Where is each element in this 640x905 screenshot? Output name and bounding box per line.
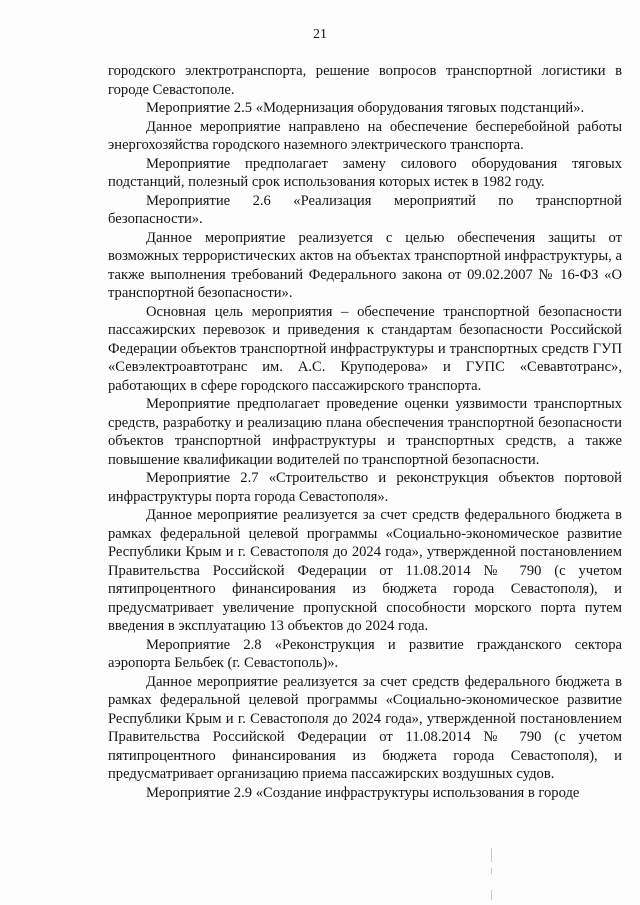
paragraph-measure-2-6-details: Мероприятие предполагает проведение оценки уязвимости транспортных средств, разработку и реализацию плана обеспечения транспортной безопасности объектов транспортной инфраструктуры и транспортных средств, а также повышение квалификации водителей по транспортной безопасности. xyxy=(108,396,622,468)
scan-artifact-line xyxy=(491,848,492,862)
scan-artifact-line xyxy=(491,868,492,874)
scan-artifact-line xyxy=(491,890,492,900)
paragraph-measure-2-9-title: Мероприятие 2.9 «Создание инфраструктуры использования в городе xyxy=(146,784,580,801)
paragraph-measure-2-7-details: Данное мероприятие реализуется за счет средств федерального бюджета в рамках федеральной целевой программы «Социально-экономическое развитие Республики Крым и г. Севастополя до 2024 года», утвержденной постановлением Правительства Российской Федерации от 11.08.2014 № 790 (с учетом пятипроцентного финансирования из бюджета города Севастополя), и предусматривает увеличение пропускной способности морского порта путем введения в эксплуатацию 13 объектов до 2024 года. xyxy=(108,507,622,634)
paragraph-measure-2-5-details: Мероприятие предполагает замену силового оборудования тяговых подстанций, полезный срок использования которых истек в 1982 году. xyxy=(108,155,622,190)
paragraph-measure-2-8-details: Данное мероприятие реализуется за счет средств федерального бюджета в рамках федеральной целевой программы «Социально-экономическое развитие Республики Крым и г. Севастополя до 2024 года», утвержденной постановлением Правительства Российской Федерации от 11.08.2014 № 790 (с учетом пятипроцентного финансирования из бюджета города Севастополя), и предусматривает организацию приема пассажирских воздушных судов. xyxy=(108,673,622,782)
paragraph-continuation: городского электротранспорта, решение вопросов транспортной логистики в городе Севастополе. xyxy=(108,63,622,98)
paragraph-measure-2-6-purpose: Данное мероприятие реализуется с целью обеспечения защиты от возможных террористических актов на объектах транспортной инфраструктуры, а также выполнения требований Федерального закона от 09.02.2007 № 16-ФЗ «О транспортной безопасности». xyxy=(108,229,622,301)
paragraph-measure-2-5-purpose: Данное мероприятие направлено на обеспечение бесперебойной работы энергохозяйства городского наземного электрического транспорта. xyxy=(108,118,622,153)
document-body xyxy=(108,62,622,802)
paragraph-measure-2-5-title: Мероприятие 2.5 «Модернизация оборудования тяговых подстанций». xyxy=(146,100,585,116)
page-number: 21 xyxy=(313,27,327,42)
paragraph-measure-2-6-title: Мероприятие 2.6 «Реализация мероприятий по транспортной безопасности». xyxy=(108,192,622,227)
paragraph-measure-2-6-goal: Основная цель мероприятия – обеспечение транспортной безопасности пассажирских перевозок и приведения к стандартам безопасности Российской Федерации объектов транспортной инфраструктуры и транспортных средств ГУП «Севэлектроавтотранс им. А.С. Круподерова» и ГУПС «Севавтотранс», работающих в сфере городского пассажирского транспорта. xyxy=(108,303,622,394)
paragraph-measure-2-8-title: Мероприятие 2.8 «Реконструкция и развитие гражданского сектора аэропорта Бельбек (г. Севастополь)». xyxy=(108,636,622,671)
paragraph-measure-2-7-title: Мероприятие 2.7 «Строительство и реконструкция объектов портовой инфраструктуры порта города Севастополя». xyxy=(108,470,622,505)
